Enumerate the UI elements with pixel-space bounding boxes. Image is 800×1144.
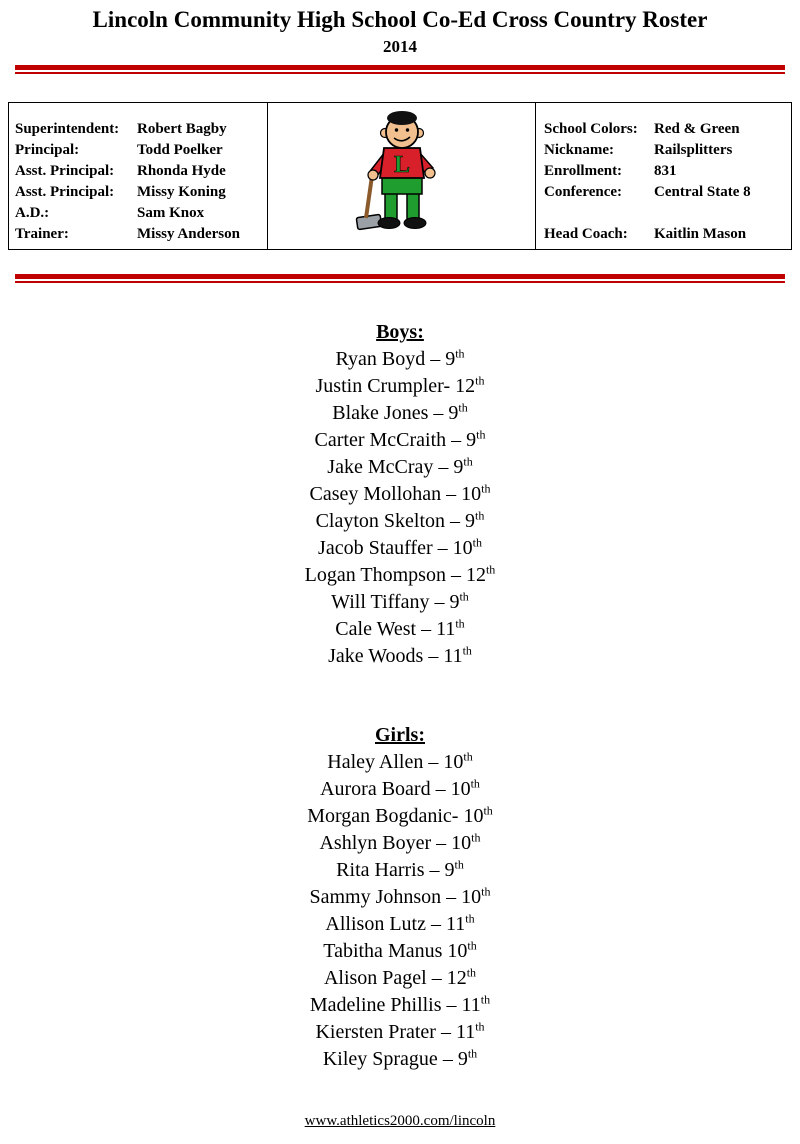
athlete-grade: 9 xyxy=(449,590,460,613)
grade-suffix: th xyxy=(467,1045,478,1060)
athlete-entry xyxy=(0,373,800,400)
separator: - xyxy=(443,374,456,397)
staff-row xyxy=(15,119,263,140)
separator: – xyxy=(416,617,437,640)
grade-suffix: th xyxy=(454,856,464,871)
athlete-grade: 12 xyxy=(465,563,486,586)
athlete-grade: 11 xyxy=(445,912,466,935)
athlete-name: Blake Jones xyxy=(332,401,429,424)
grade-suffix: th xyxy=(455,345,465,360)
athlete-entry xyxy=(0,965,800,992)
athlete-grade: 12 xyxy=(446,966,467,989)
athlete-name: Jake McCray xyxy=(327,455,434,478)
grade-suffix: th xyxy=(459,588,469,603)
school-value: 831 xyxy=(654,162,677,179)
grade-suffix: th xyxy=(463,748,473,763)
staff-label: Principal: xyxy=(15,141,80,158)
athlete-entry xyxy=(0,454,800,481)
athlete-grade: 10 xyxy=(443,750,464,773)
school-value: Kaitlin Mason xyxy=(654,225,747,242)
athlete-grade: 10 xyxy=(461,885,482,908)
athlete-grade: 10 xyxy=(463,804,484,827)
staff-row xyxy=(15,224,263,245)
athlete-entry xyxy=(0,776,800,803)
grade-suffix: th xyxy=(480,991,491,1006)
grade-suffix: th xyxy=(466,964,477,979)
athlete-name: Aurora Board xyxy=(320,777,431,800)
school-value: Central State 8 xyxy=(654,183,751,200)
separator: – xyxy=(423,750,444,773)
grade-suffix: th xyxy=(458,399,468,414)
separator: – xyxy=(445,563,466,586)
athlete-grade: 11 xyxy=(443,644,463,667)
athlete-name: Tabitha Manus xyxy=(323,939,443,962)
grade-suffix: th xyxy=(462,642,472,657)
website-link[interactable]: www.athletics2000.com/lincoln xyxy=(304,1112,496,1129)
athlete-entry xyxy=(0,346,800,373)
staff-value: Missy Koning xyxy=(137,183,226,200)
athlete-entry xyxy=(0,508,800,535)
athlete-grade: 11 xyxy=(436,617,456,640)
divider-thin-line xyxy=(15,281,785,283)
school-label: Conference: xyxy=(544,183,623,200)
school-label: Enrollment: xyxy=(544,162,623,179)
athlete-name: Haley Allen xyxy=(327,750,424,773)
school-row xyxy=(544,182,787,203)
athlete-grade: 10 xyxy=(447,939,468,962)
athlete-name: Ashlyn Boyer xyxy=(319,831,432,854)
athlete-name: Justin Crumpler xyxy=(315,374,444,397)
athlete-entry xyxy=(0,589,800,616)
athlete-entry xyxy=(0,481,800,508)
grade-suffix: th xyxy=(467,937,477,952)
athlete-grade: 11 xyxy=(455,1020,476,1043)
athlete-entry xyxy=(0,884,800,911)
athlete-entry xyxy=(0,857,800,884)
athlete-grade: 11 xyxy=(461,993,481,1016)
grade-suffix: th xyxy=(472,534,482,549)
athlete-name: Kiersten Prater xyxy=(315,1020,436,1043)
bottom-divider xyxy=(15,274,785,283)
athlete-entry xyxy=(0,1019,800,1046)
divider-thick-line xyxy=(15,65,785,70)
athlete-entry xyxy=(0,911,800,938)
separator: – xyxy=(441,993,462,1016)
school-label: Head Coach: xyxy=(544,225,628,242)
athlete-name: Allison Lutz xyxy=(325,912,426,935)
athlete-grade: 12 xyxy=(455,374,476,397)
staff-value: Sam Knox xyxy=(137,204,205,221)
top-divider xyxy=(15,65,785,74)
athlete-grade: 10 xyxy=(461,482,482,505)
school-row xyxy=(544,140,787,161)
staff-label: A.D.: xyxy=(15,204,50,221)
separator: – xyxy=(432,536,453,559)
athlete-grade: 9 xyxy=(453,455,464,478)
school-label: Nickname: xyxy=(544,141,614,158)
athlete-grade: 10 xyxy=(450,777,471,800)
separator: – xyxy=(445,509,466,532)
grade-suffix: th xyxy=(483,802,493,817)
athlete-entry xyxy=(0,938,800,965)
athlete-grade: 10 xyxy=(452,536,473,559)
girls-heading: Girls: xyxy=(375,723,425,746)
athlete-entry xyxy=(0,749,800,776)
divider-thin-line xyxy=(15,72,785,74)
info-band xyxy=(8,102,792,250)
staff-value: Robert Bagby xyxy=(137,120,227,137)
school-row xyxy=(544,203,787,224)
separator: - xyxy=(451,804,464,827)
grade-suffix: th xyxy=(481,480,491,495)
athlete-grade: 9 xyxy=(466,428,477,451)
grade-suffix: th xyxy=(475,1018,485,1033)
athlete-name: Ryan Boyd xyxy=(335,347,426,370)
athlete-name: Madeline Phillis xyxy=(309,993,442,1016)
boys-roster-section xyxy=(0,319,800,670)
separator: – xyxy=(428,401,449,424)
staff-label: Superintendent: xyxy=(15,120,120,137)
separator: – xyxy=(441,482,462,505)
athlete-grade: 10 xyxy=(451,831,472,854)
staff-value: Rhonda Hyde xyxy=(137,162,226,179)
athlete-entry xyxy=(0,535,800,562)
athlete-entry xyxy=(0,1046,800,1073)
separator: – xyxy=(435,1020,456,1043)
athlete-name: Cale West xyxy=(335,617,417,640)
athlete-name: Kiley Sprague xyxy=(322,1047,438,1070)
separator: – xyxy=(429,590,450,613)
athlete-name: Rita Harris xyxy=(336,858,425,881)
separator: – xyxy=(426,966,447,989)
staff-label: Asst. Principal: xyxy=(15,162,115,179)
separator: – xyxy=(423,644,444,667)
athlete-name: Casey Mollohan xyxy=(309,482,442,505)
staff-row xyxy=(15,182,263,203)
athlete-entry xyxy=(0,830,800,857)
divider-thick-line xyxy=(15,274,785,279)
athlete-entry xyxy=(0,992,800,1019)
grade-suffix: th xyxy=(463,453,473,468)
athlete-name: Sammy Johnson xyxy=(309,885,442,908)
staff-label: Trainer: xyxy=(15,225,69,242)
separator: – xyxy=(441,885,462,908)
athlete-entry xyxy=(0,427,800,454)
athlete-name: Carter McCraith xyxy=(314,428,447,451)
page-title: Lincoln Community High School Co-Ed Cross Country Roster xyxy=(92,7,708,32)
girls-roster-list xyxy=(0,749,800,1073)
mascot-logo-cell xyxy=(267,102,536,250)
separator: – xyxy=(437,1047,458,1070)
grade-suffix: th xyxy=(475,507,485,522)
school-info-box xyxy=(535,102,792,250)
school-row xyxy=(544,119,787,140)
boys-heading: Boys: xyxy=(376,320,424,343)
staff-info-box xyxy=(8,102,268,250)
athlete-name: Logan Thompson xyxy=(304,563,446,586)
athlete-entry xyxy=(0,616,800,643)
grade-suffix: th xyxy=(481,883,491,898)
staff-value: Missy Anderson xyxy=(137,225,240,242)
railsplitter-mascot-icon xyxy=(344,106,460,246)
athlete-grade: 9 xyxy=(445,347,456,370)
grade-suffix: th xyxy=(455,615,465,630)
boys-roster-list xyxy=(0,346,800,670)
athlete-grade: 9 xyxy=(448,401,459,424)
grade-suffix: th xyxy=(476,426,486,441)
athlete-grade: 9 xyxy=(465,509,476,532)
athlete-entry xyxy=(0,562,800,589)
page-footer xyxy=(0,1113,800,1144)
school-label xyxy=(544,203,654,224)
separator: – xyxy=(430,777,451,800)
separator: – xyxy=(424,858,445,881)
school-value: Red & Green xyxy=(654,120,740,137)
athlete-name: Clayton Skelton xyxy=(315,509,446,532)
separator: – xyxy=(425,347,446,370)
staff-row xyxy=(15,203,263,224)
staff-value: Todd Poelker xyxy=(137,141,223,158)
separator: – xyxy=(433,455,454,478)
girls-roster-section xyxy=(0,722,800,1073)
grade-suffix: th xyxy=(475,372,485,387)
athlete-entry xyxy=(0,400,800,427)
separator: – xyxy=(446,428,467,451)
athlete-name: Morgan Bogdanic xyxy=(307,804,452,827)
separator: – xyxy=(431,831,452,854)
staff-row xyxy=(15,140,263,161)
staff-row xyxy=(15,161,263,182)
school-value: Railsplitters xyxy=(654,141,733,158)
athlete-entry xyxy=(0,643,800,670)
rosters xyxy=(0,319,800,1073)
grade-suffix: th xyxy=(471,829,481,844)
grade-suffix: th xyxy=(470,775,480,790)
grade-suffix: th xyxy=(465,910,475,925)
athlete-entry xyxy=(0,803,800,830)
school-row xyxy=(544,161,787,182)
athlete-grade: 9 xyxy=(457,1047,468,1070)
staff-label: Asst. Principal: xyxy=(15,183,115,200)
athlete-name: Jake Woods xyxy=(328,644,424,667)
athlete-name: Jacob Stauffer xyxy=(318,536,433,559)
separator: – xyxy=(425,912,446,935)
school-label: School Colors: xyxy=(544,120,638,137)
athlete-name: Will Tiffany xyxy=(331,590,430,613)
athlete-grade: 9 xyxy=(444,858,455,881)
athlete-name: Alison Pagel xyxy=(323,966,427,989)
school-row xyxy=(544,224,787,245)
page-year: 2014 xyxy=(383,36,417,56)
grade-suffix: th xyxy=(485,561,496,576)
mascot-letter: L xyxy=(393,151,410,178)
